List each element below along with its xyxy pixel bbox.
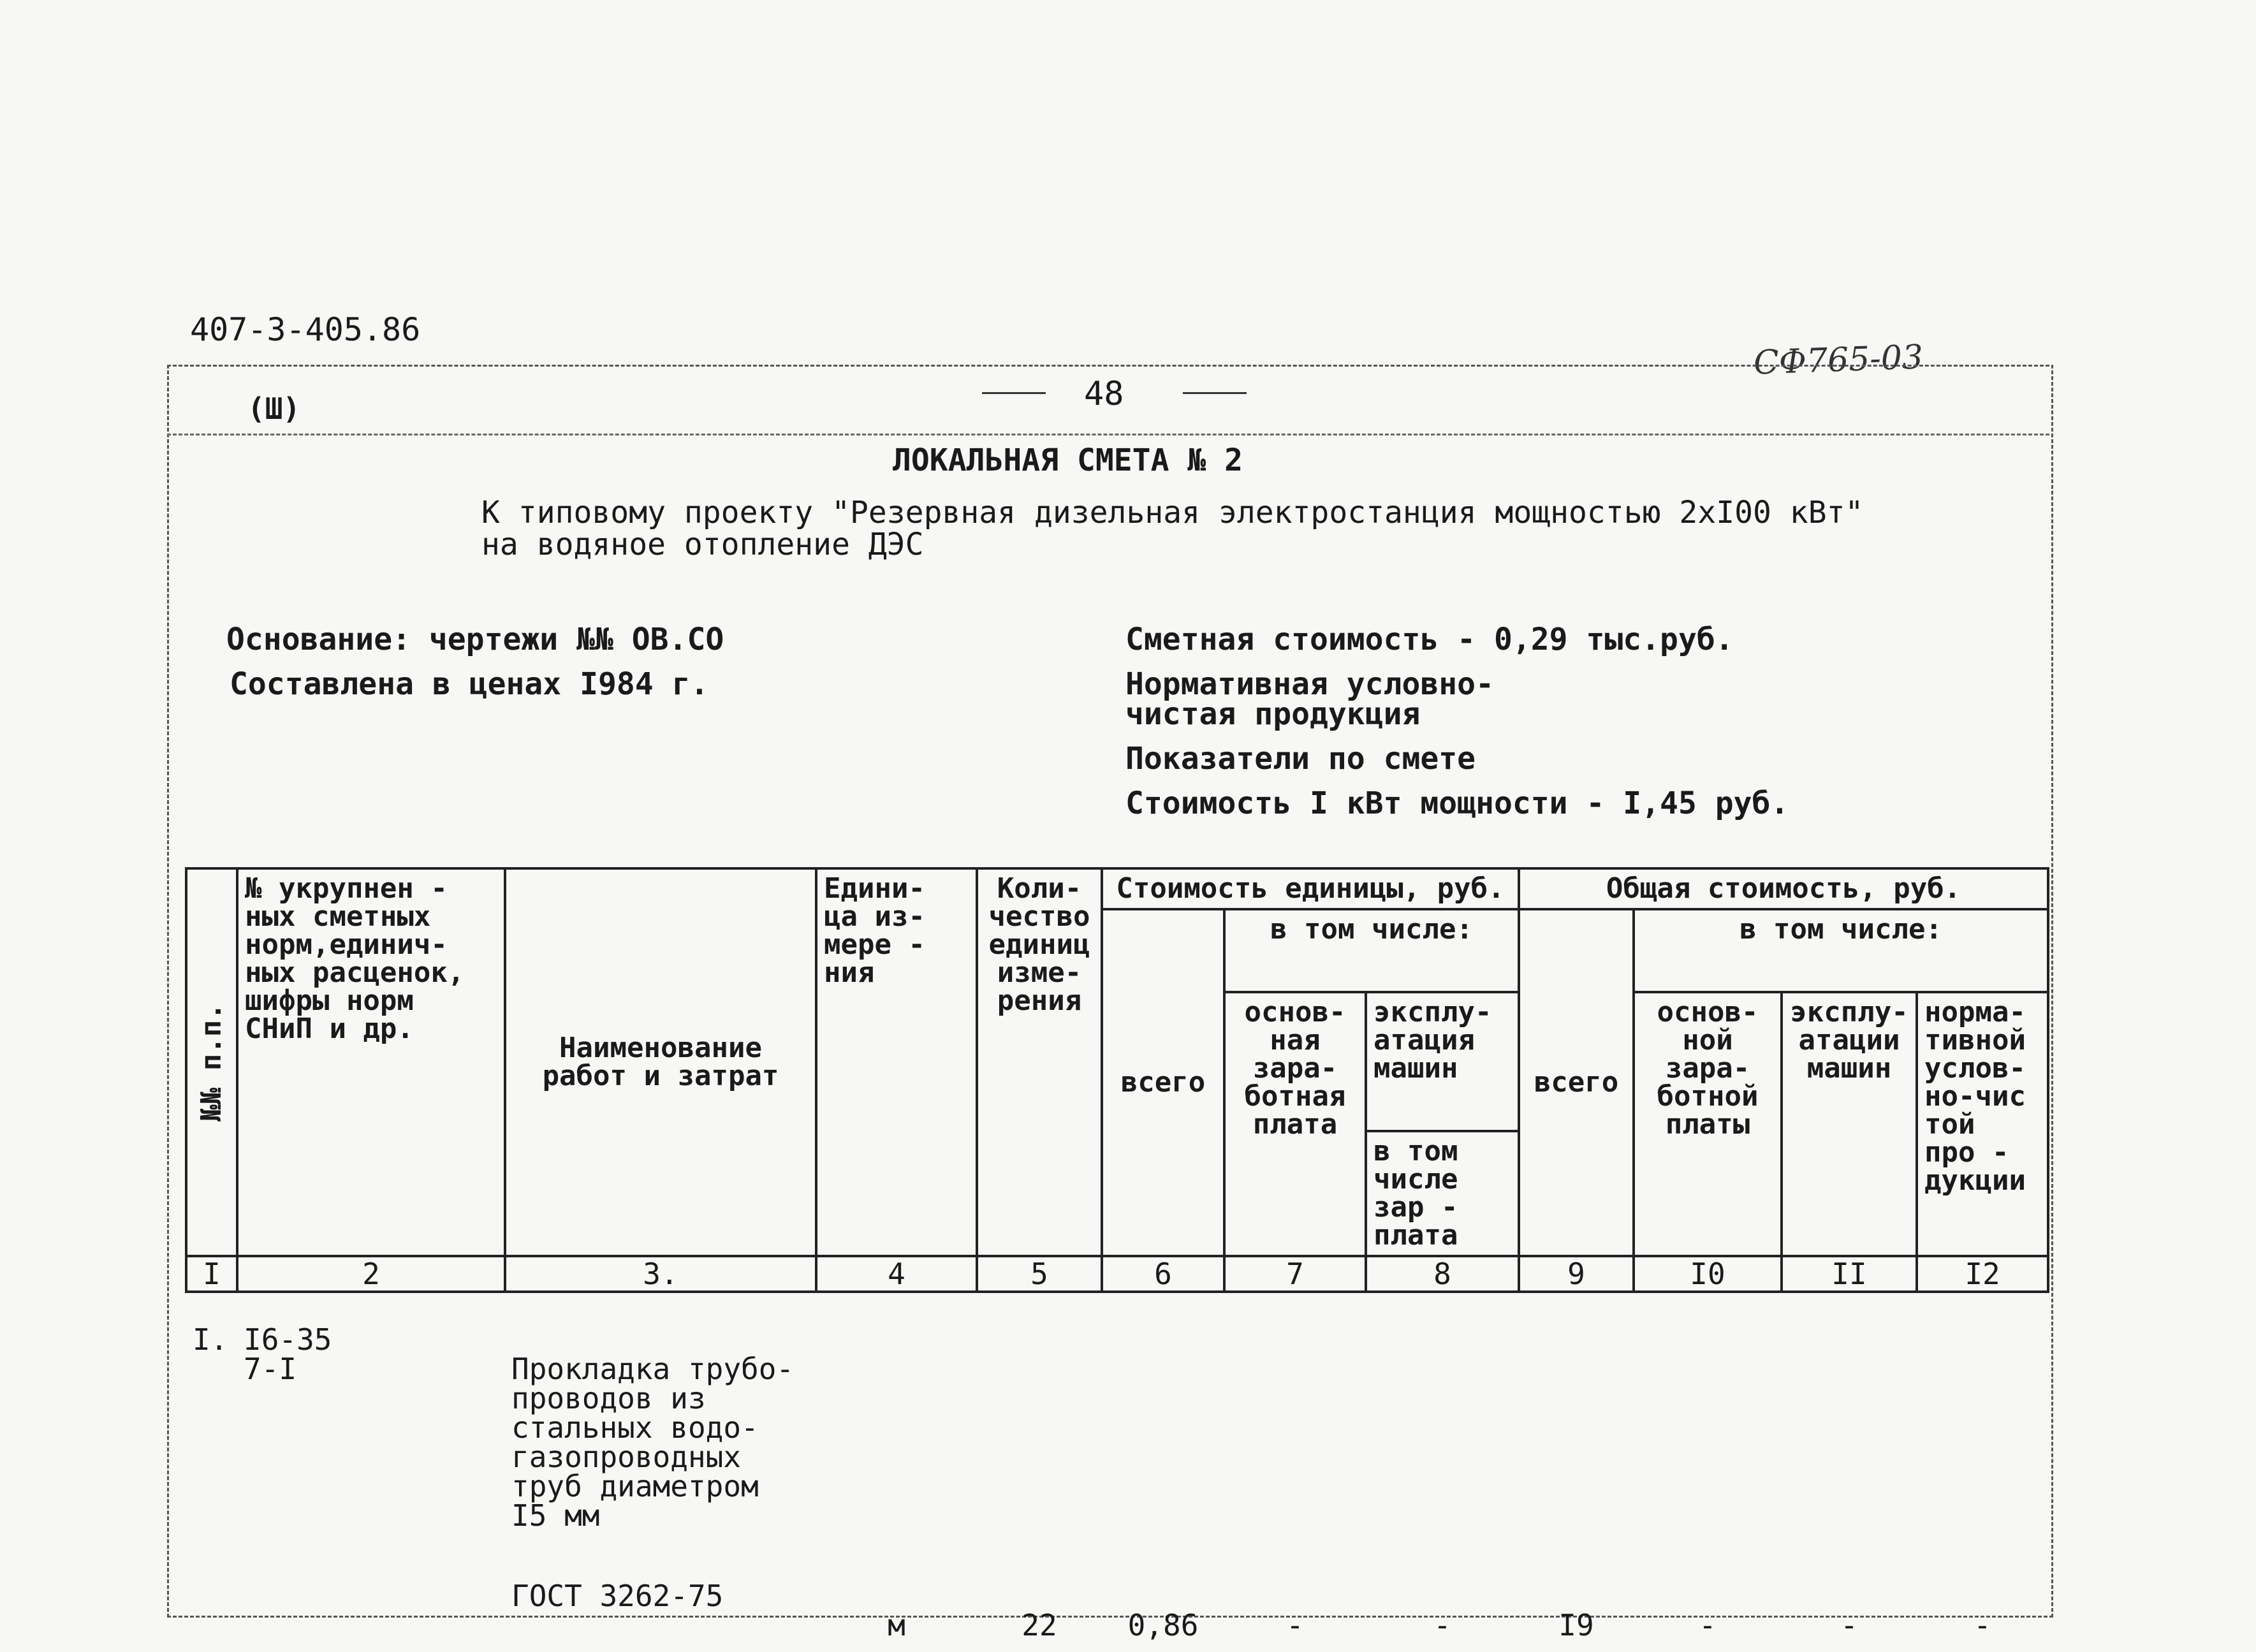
column-number: 4 [816, 1256, 977, 1292]
project-line-1: К типовому проекту "Резервная дизельная электростанция мощностью 2хI00 кВт" [481, 495, 1864, 530]
header-qty: Коли- чество единиц изме- рения [977, 868, 1102, 1256]
header-total-wage: основ- ной зара- ботной платы [1634, 992, 1782, 1256]
cost-per-kw: Стоимость I кВт мощности - I,45 руб. [1125, 786, 1789, 821]
column-number: 3. [505, 1256, 816, 1292]
row-unit-total: 0,86 [1127, 1608, 1199, 1642]
header-unit-cost: Стоимость единицы, руб. [1102, 868, 1519, 909]
row-code: I6-35 7-I [244, 1322, 332, 1386]
header-divider [167, 434, 2049, 435]
prices-text: Составлена в ценах I984 г. [230, 666, 709, 702]
column-number: 8 [1366, 1256, 1519, 1292]
row-name [505, 1292, 816, 1645]
basis-text: Основание: чертежи №№ ОВ.СО [226, 622, 724, 657]
section-mark: (Ш) [247, 391, 301, 426]
estimated-cost: Сметная стоимость - 0,29 тыс.руб. [1125, 622, 1734, 657]
column-number: I [186, 1256, 237, 1292]
header-num: №№ п.п. [186, 868, 237, 1256]
header-code: № укрупнен - ных сметных норм,единич- ных расценок, шифры норм СНиП и др. [237, 868, 505, 1256]
column-number: 9 [1519, 1256, 1634, 1292]
project-line-2: на водяное отопление ДЭС [481, 527, 924, 562]
estimate-title: ЛОКАЛЬНАЯ СМЕТА № 2 [893, 442, 1243, 478]
table-row [186, 1292, 2048, 1645]
frame-top-line [167, 365, 2049, 367]
row-name-text: Прокладка трубо- проводов из стальных водо- газопроводных труб диаметром I5 мм [511, 1352, 795, 1533]
header-unit-including: в том числе: [1224, 909, 1519, 992]
row-total-total: I9 [1558, 1608, 1594, 1642]
document-code: 407-3-405.86 [190, 311, 421, 348]
header-unit-machines-wage: в том числе зар - плата [1366, 1131, 1519, 1256]
normative-product-line-2: чистая продукция [1125, 696, 1421, 732]
header-unit-wage: основ- ная зара- ботная плата [1224, 992, 1366, 1256]
header-total-total: всего [1519, 909, 1634, 1256]
column-number: 5 [977, 1256, 1102, 1292]
indicators-heading: Показатели по смете [1125, 741, 1476, 777]
row-number: I. [193, 1322, 228, 1357]
estimate-table [185, 867, 2049, 1645]
header-total-normative: норма- тивной услов- но-чис той про - дукции [1917, 992, 2048, 1256]
header-unit-machines: эксплу- атация машин [1366, 992, 1519, 1131]
normative-product-line-1: Нормативная условно- [1125, 666, 1494, 702]
column-number: I2 [1917, 1256, 2048, 1292]
row-total-machines: - [1840, 1608, 1858, 1642]
column-number: I0 [1634, 1256, 1782, 1292]
estimate-table-wrapper [185, 867, 2047, 1645]
column-number: II [1782, 1256, 1917, 1292]
row-name-standard: ГОСТ 3262-75 [511, 1579, 724, 1613]
row-unit-wage: - [1286, 1608, 1304, 1642]
page-number-dash-left [982, 392, 1046, 394]
column-number: 7 [1224, 1256, 1366, 1292]
header-row-1 [186, 868, 2048, 909]
header-total-machines: эксплу- атации машин [1782, 992, 1917, 1256]
header-name: Наименование работ и затрат [505, 868, 816, 1256]
column-number: 2 [237, 1256, 505, 1292]
column-numbers-row [186, 1256, 2048, 1292]
column-number: 6 [1102, 1256, 1224, 1292]
row-total-normative: - [1974, 1608, 1991, 1642]
row-qty: 22 [1022, 1608, 1057, 1642]
header-unit-total: всего [1102, 909, 1224, 1256]
header-total-cost: Общая стоимость, руб. [1519, 868, 2048, 909]
row-unit: м [888, 1608, 905, 1642]
page-number-dash-right [1183, 392, 1247, 394]
header-unit: Едини- ца из- мере - ния [816, 868, 977, 1256]
row-unit-machines: - [1433, 1608, 1451, 1642]
page-number: 48 [1084, 375, 1124, 413]
handwritten-note: СФ765-03 [1753, 338, 1924, 383]
row-total-wage: - [1699, 1608, 1717, 1642]
header-total-including: в том числе: [1634, 909, 2048, 992]
